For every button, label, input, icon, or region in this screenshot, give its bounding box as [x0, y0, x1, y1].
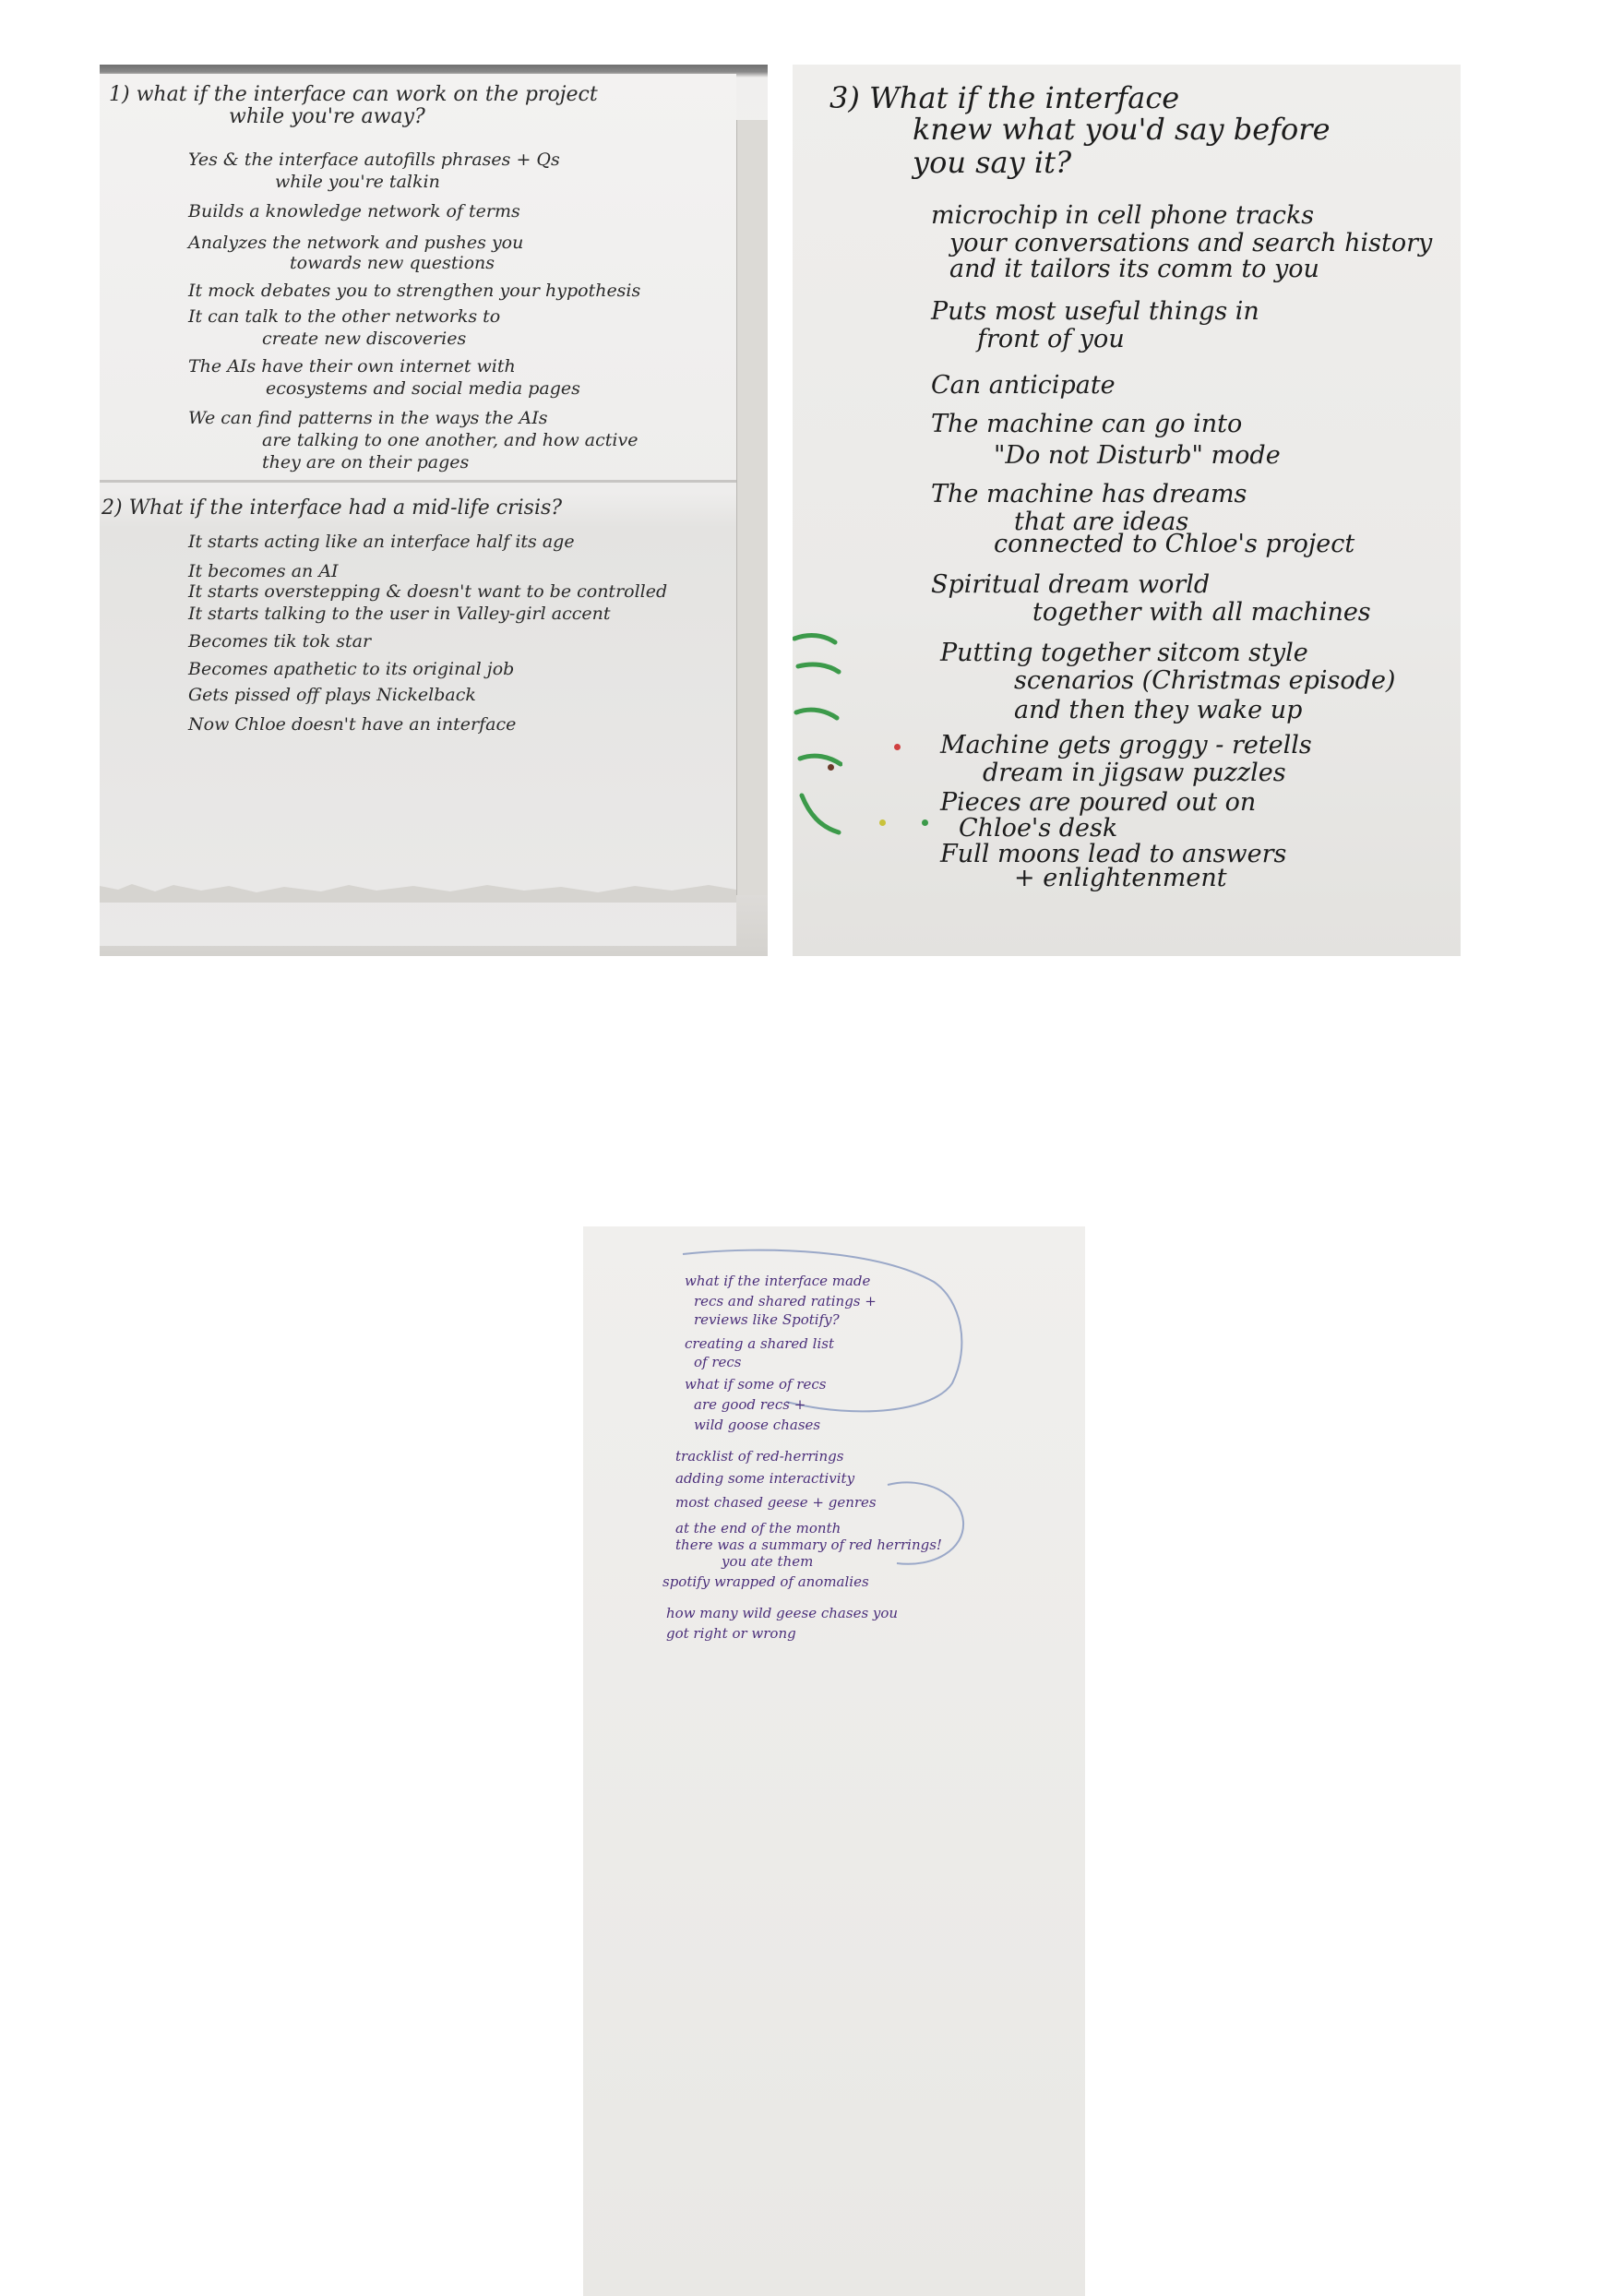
- q1-heading-line1: 1) what if the interface can work on the project: [109, 83, 598, 106]
- q2-heading: 2) What if the interface had a mid-life crisis?: [101, 496, 563, 520]
- brown-dot: [828, 764, 834, 771]
- q3-bullet-cont: scenarios (Christmas episode): [1014, 666, 1396, 695]
- q3-bullet-cont: and then they wake up: [1014, 696, 1303, 724]
- note-photo-3: [583, 1226, 1085, 2296]
- q3-bullet: The machine can go into: [931, 410, 1243, 438]
- q1-bullet: It mock debates you to strengthen your hypothesis: [188, 281, 641, 301]
- q1-bullet-cont: ecosystems and social media pages: [266, 378, 580, 399]
- q1-heading-line2: while you're away?: [229, 105, 425, 128]
- note3-line: adding some interactivity: [675, 1470, 855, 1487]
- q3-bullet: The machine has dreams: [931, 480, 1247, 508]
- q1-bullet: We can find patterns in the ways the AIs: [188, 408, 548, 428]
- note-photo-1: [100, 65, 768, 956]
- note3-line: most chased geese + genres: [675, 1494, 877, 1511]
- note3-line: tracklist of red-herrings: [675, 1448, 844, 1465]
- q1-bullet: The AIs have their own internet with: [188, 356, 516, 377]
- q1-bullet-cont: towards new questions: [290, 253, 495, 273]
- q3-bullet-cont: + enlightenment: [1014, 864, 1227, 892]
- note-photo-2: [793, 65, 1461, 956]
- q3-heading-line1: 3) What if the interface: [829, 80, 1180, 115]
- note3-line: recs and shared ratings +: [694, 1293, 877, 1309]
- q2-bullet: It starts acting like an interface half its age: [188, 532, 575, 552]
- q3-bullet-cont: that are ideas: [1014, 508, 1189, 536]
- q1-bullet-cont: while you're talkin: [275, 172, 440, 192]
- q3-bullet-cont: together with all machines: [1032, 598, 1371, 627]
- paper-fold: [100, 480, 736, 483]
- green-dot: [922, 819, 928, 826]
- q3-bullet-cont: your conversations and search history: [949, 229, 1433, 257]
- note3-line: at the end of the month: [675, 1520, 841, 1537]
- q2-bullet: It starts overstepping & doesn't want to be controlled: [188, 581, 668, 602]
- q3-bullet: microchip in cell phone tracks: [931, 201, 1315, 230]
- note3-line: got right or wrong: [666, 1625, 796, 1642]
- q1-bullet-cont: are talking to one another, and how active: [262, 430, 638, 450]
- torn-edge: [100, 877, 736, 903]
- q2-bullet: Becomes tik tok star: [188, 631, 372, 652]
- note3-line: spotify wrapped of anomalies: [662, 1573, 869, 1590]
- note3-line: what if the interface made: [685, 1273, 871, 1289]
- q2-bullet: Now Chloe doesn't have an interface: [188, 714, 517, 735]
- note3-line: of recs: [694, 1354, 742, 1370]
- q1-bullet-cont: they are on their pages: [262, 452, 470, 472]
- q1-bullet-cont: create new discoveries: [262, 329, 467, 349]
- q3-bullet-cont: and it tailors its comm to you: [949, 255, 1319, 283]
- q1-bullet: Yes & the interface autofills phrases + Qs: [188, 149, 560, 170]
- note3-line: creating a shared list: [685, 1335, 834, 1352]
- q3-bullet-cont: front of you: [977, 325, 1125, 353]
- q1-bullet: It can talk to the other networks to: [188, 306, 501, 327]
- red-dot: [894, 744, 901, 750]
- q1-bullet: Analyzes the network and pushes you: [188, 233, 524, 253]
- q3-bullet-cont: dream in jigsaw puzzles: [983, 759, 1286, 787]
- q2-bullet: Becomes apathetic to its original job: [188, 659, 515, 679]
- note3-line: are good recs +: [694, 1396, 806, 1413]
- q2-bullet: It becomes an AI: [188, 561, 339, 581]
- note3-line: there was a summary of red herrings!: [675, 1537, 942, 1553]
- q3-heading-line3: you say it?: [913, 145, 1072, 180]
- note3-line: you ate them: [722, 1553, 814, 1570]
- q3-bullet: Puts most useful things in: [931, 297, 1259, 326]
- green-marker-scribble: [793, 629, 842, 842]
- q2-bullet: Gets pissed off plays Nickelback: [188, 685, 476, 705]
- q3-bullet-cont: Chloe's desk: [959, 814, 1118, 843]
- q3-bullet: Can anticipate: [931, 371, 1116, 400]
- q3-bullet-cont: connected to Chloe's project: [994, 530, 1355, 558]
- q3-bullet: Machine gets groggy - retells: [940, 731, 1312, 759]
- note3-line: wild goose chases: [694, 1417, 821, 1433]
- q3-bullet: Full moons lead to answers: [940, 840, 1287, 868]
- yellow-dot: [879, 819, 886, 826]
- q3-bullet: Putting together sitcom style: [940, 639, 1308, 667]
- q3-bullet: Pieces are poured out on: [940, 788, 1257, 817]
- note3-line: how many wild geese chases you: [666, 1605, 899, 1621]
- q3-bullet-cont: "Do not Disturb" mode: [994, 441, 1281, 470]
- q1-bullet: Builds a knowledge network of terms: [188, 201, 520, 221]
- q3-heading-line2: knew what you'd say before: [913, 112, 1331, 147]
- underlying-paper: [736, 120, 768, 956]
- q2-bullet: It starts talking to the user in Valley-girl accent: [188, 604, 611, 624]
- note3-line: reviews like Spotify?: [694, 1311, 840, 1328]
- q3-bullet: Spiritual dream world: [931, 570, 1211, 599]
- note3-line: what if some of recs: [685, 1376, 827, 1393]
